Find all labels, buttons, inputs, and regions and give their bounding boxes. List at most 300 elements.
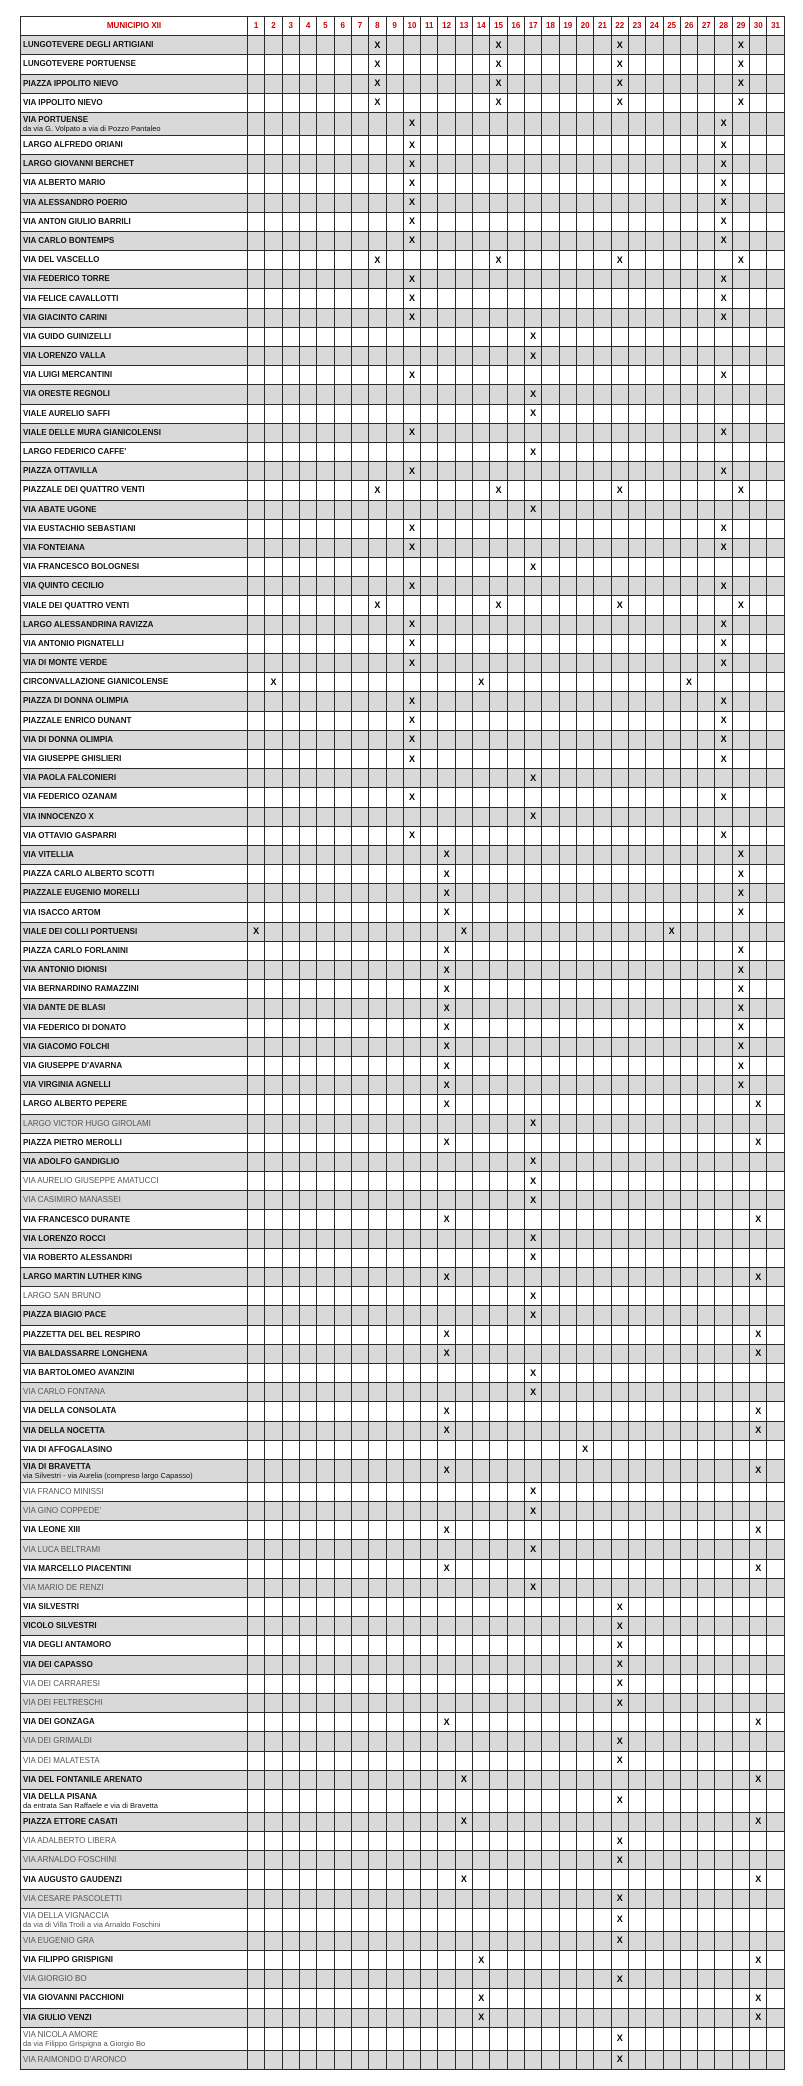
day-cell xyxy=(715,93,732,112)
day-cell xyxy=(542,673,559,692)
day-cell xyxy=(248,961,265,980)
day-cell xyxy=(473,1674,490,1693)
day-cell xyxy=(750,519,767,538)
day-cell xyxy=(732,135,749,154)
day-cell xyxy=(559,577,576,596)
day-cell xyxy=(576,1402,593,1421)
day-cell xyxy=(698,1789,715,1812)
cleaning-day-mark: X xyxy=(750,1459,767,1482)
day-cell xyxy=(646,500,663,519)
day-cell xyxy=(403,1751,420,1770)
street-row xyxy=(21,1617,785,1636)
day-cell xyxy=(369,615,386,634)
day-cell xyxy=(299,174,316,193)
day-cell xyxy=(421,74,438,93)
day-cell xyxy=(438,1191,455,1210)
day-cell xyxy=(369,212,386,231)
day-cell xyxy=(265,231,282,250)
day-cell xyxy=(282,1889,299,1908)
cleaning-day-mark: X xyxy=(715,826,732,845)
day-cell xyxy=(438,347,455,366)
day-cell xyxy=(680,692,697,711)
day-cell xyxy=(680,174,697,193)
day-cell xyxy=(369,692,386,711)
day-cell xyxy=(715,55,732,74)
day-cell xyxy=(750,231,767,250)
day-cell xyxy=(594,1832,611,1851)
street-name: PIAZZA CARLO FORLANINI xyxy=(23,945,129,955)
day-cell xyxy=(680,1617,697,1636)
day-cell xyxy=(507,807,524,826)
street-name: VIA DEI FELTRESCHI xyxy=(23,1698,103,1708)
day-cell xyxy=(732,807,749,826)
street-name: LARGO ALBERTO PEPERE xyxy=(23,1099,128,1109)
day-cell xyxy=(680,788,697,807)
day-cell xyxy=(542,634,559,653)
day-cell xyxy=(767,1502,784,1521)
street-name-cell xyxy=(21,1440,248,1459)
day-cell xyxy=(750,1482,767,1501)
day-cell xyxy=(386,347,403,366)
cleaning-day-mark: X xyxy=(438,903,455,922)
day-cell xyxy=(611,1133,628,1152)
day-cell xyxy=(680,462,697,481)
day-cell xyxy=(663,788,680,807)
day-cell xyxy=(525,961,542,980)
day-cell xyxy=(386,1989,403,2008)
street-name: VIA GIACINTO CARINI xyxy=(23,312,108,322)
day-cell xyxy=(750,1502,767,1521)
day-cell xyxy=(559,1908,576,1931)
day-cell xyxy=(473,1578,490,1597)
day-cell xyxy=(507,2027,524,2050)
day-cell xyxy=(369,769,386,788)
street-name: VIA AURELIO GIUSEPPE AMATUCCI xyxy=(23,1176,159,1186)
day-cell xyxy=(525,1133,542,1152)
day-cell xyxy=(369,193,386,212)
day-cell xyxy=(559,730,576,749)
day-cell xyxy=(715,36,732,55)
day-cell xyxy=(248,519,265,538)
day-cell xyxy=(282,1459,299,1482)
day-cell xyxy=(369,1421,386,1440)
day-cell xyxy=(473,1559,490,1578)
day-cell xyxy=(265,500,282,519)
day-cell xyxy=(507,769,524,788)
day-cell xyxy=(438,634,455,653)
day-cell xyxy=(334,1114,351,1133)
day-cell xyxy=(282,903,299,922)
day-cell xyxy=(542,730,559,749)
day-cell xyxy=(317,1751,334,1770)
day-cell xyxy=(732,385,749,404)
day-cell xyxy=(403,1674,420,1693)
day-cell xyxy=(369,634,386,653)
day-cell xyxy=(248,289,265,308)
day-cell xyxy=(507,1248,524,1267)
day-cell xyxy=(421,270,438,289)
day-cell xyxy=(299,1732,316,1751)
day-cell xyxy=(421,1363,438,1382)
cleaning-day-mark: X xyxy=(715,654,732,673)
day-cell xyxy=(646,55,663,74)
day-cell xyxy=(490,577,507,596)
street-name-cell xyxy=(21,596,248,615)
day-cell xyxy=(248,1559,265,1578)
day-cell xyxy=(421,93,438,112)
day-cell xyxy=(403,1229,420,1248)
day-cell xyxy=(369,1191,386,1210)
day-cell xyxy=(628,1578,645,1597)
day-cell xyxy=(750,155,767,174)
day-cell xyxy=(559,1076,576,1095)
day-cell xyxy=(351,481,368,500)
cleaning-day-mark: X xyxy=(455,922,472,941)
day-cell xyxy=(698,980,715,999)
day-cell xyxy=(663,155,680,174)
day-cell xyxy=(646,1931,663,1950)
day-cell xyxy=(317,36,334,55)
day-cell xyxy=(663,807,680,826)
day-cell xyxy=(611,135,628,154)
day-cell xyxy=(680,634,697,653)
day-cell xyxy=(265,174,282,193)
day-cell xyxy=(542,1559,559,1578)
day-cell xyxy=(594,1018,611,1037)
day-cell xyxy=(455,1989,472,2008)
day-cell xyxy=(680,1559,697,1578)
day-cell xyxy=(265,845,282,864)
street-name-cell xyxy=(21,74,248,93)
day-cell xyxy=(403,1268,420,1287)
day-cell xyxy=(663,1789,680,1812)
day-cell xyxy=(732,500,749,519)
day-cell xyxy=(369,1931,386,1950)
day-cell xyxy=(386,634,403,653)
day-cell xyxy=(299,673,316,692)
day-cell xyxy=(438,692,455,711)
day-cell xyxy=(248,1617,265,1636)
day-cell xyxy=(663,1751,680,1770)
day-cell xyxy=(369,500,386,519)
day-cell xyxy=(680,423,697,442)
day-cell xyxy=(750,442,767,461)
day-cell xyxy=(248,980,265,999)
cleaning-day-mark: X xyxy=(715,730,732,749)
day-cell xyxy=(438,36,455,55)
cleaning-day-mark: X xyxy=(611,1970,628,1989)
day-cell xyxy=(248,865,265,884)
day-cell xyxy=(646,941,663,960)
day-cell xyxy=(421,980,438,999)
day-cell xyxy=(282,577,299,596)
day-cell xyxy=(490,538,507,557)
day-cell xyxy=(265,941,282,960)
day-cell xyxy=(490,1812,507,1831)
day-cell xyxy=(611,2008,628,2027)
day-cell xyxy=(542,366,559,385)
day-cell xyxy=(680,1344,697,1363)
day-cell xyxy=(473,1076,490,1095)
day-cell xyxy=(455,1383,472,1402)
day-cell xyxy=(559,1152,576,1171)
day-cell xyxy=(732,193,749,212)
day-cell xyxy=(542,112,559,135)
day-cell xyxy=(455,1421,472,1440)
street-name-cell xyxy=(21,654,248,673)
street-name: PIAZZA BIAGIO PACE xyxy=(23,1310,107,1320)
day-cell xyxy=(576,1713,593,1732)
day-cell xyxy=(576,865,593,884)
day-cell xyxy=(317,999,334,1018)
day-cell xyxy=(698,55,715,74)
day-cell xyxy=(299,404,316,423)
day-cell xyxy=(282,1056,299,1075)
day-cell xyxy=(473,231,490,250)
day-cell xyxy=(698,1559,715,1578)
day-cell xyxy=(403,1889,420,1908)
day-cell xyxy=(317,807,334,826)
day-cell xyxy=(680,347,697,366)
day-cell xyxy=(248,193,265,212)
day-cell xyxy=(455,500,472,519)
day-cell xyxy=(317,1870,334,1889)
day-cell xyxy=(421,1578,438,1597)
day-cell xyxy=(248,654,265,673)
day-cell xyxy=(299,1018,316,1037)
day-cell xyxy=(680,654,697,673)
day-cell xyxy=(386,74,403,93)
day-cell xyxy=(507,1521,524,1540)
day-cell xyxy=(473,922,490,941)
day-cell xyxy=(663,980,680,999)
day-cell xyxy=(576,1133,593,1152)
street-row xyxy=(21,941,785,960)
day-cell xyxy=(576,654,593,673)
day-cell xyxy=(455,1440,472,1459)
day-cell xyxy=(576,404,593,423)
day-cell xyxy=(282,1114,299,1133)
day-cell xyxy=(576,1989,593,2008)
day-cell xyxy=(750,36,767,55)
day-cell xyxy=(386,135,403,154)
cleaning-day-mark: X xyxy=(732,55,749,74)
cleaning-day-mark: X xyxy=(369,93,386,112)
day-cell xyxy=(542,1598,559,1617)
day-cell xyxy=(490,135,507,154)
day-cell xyxy=(767,1191,784,1210)
day-cell xyxy=(386,884,403,903)
day-cell xyxy=(680,1598,697,1617)
day-cell xyxy=(248,1636,265,1655)
day-cell xyxy=(698,711,715,730)
street-row xyxy=(21,112,785,135)
day-cell xyxy=(594,884,611,903)
day-cell xyxy=(594,135,611,154)
day-cell xyxy=(767,673,784,692)
day-cell xyxy=(611,615,628,634)
day-cell xyxy=(628,1383,645,1402)
day-cell xyxy=(646,577,663,596)
day-cell xyxy=(317,1713,334,1732)
day-cell xyxy=(455,1114,472,1133)
day-cell xyxy=(334,135,351,154)
day-cell xyxy=(421,1440,438,1459)
day-cell xyxy=(334,1908,351,1931)
day-cell xyxy=(334,1152,351,1171)
day-cell xyxy=(438,1363,455,1382)
street-name-cell xyxy=(21,1655,248,1674)
day-cell xyxy=(628,1751,645,1770)
day-header: 15 xyxy=(490,17,507,36)
day-cell xyxy=(646,2027,663,2050)
cleaning-day-mark: X xyxy=(490,93,507,112)
day-cell xyxy=(490,711,507,730)
day-cell xyxy=(265,749,282,768)
day-cell xyxy=(282,1076,299,1095)
day-cell xyxy=(421,385,438,404)
day-cell xyxy=(490,174,507,193)
day-cell xyxy=(611,270,628,289)
day-cell xyxy=(628,1459,645,1482)
day-cell xyxy=(403,1459,420,1482)
day-cell xyxy=(628,1732,645,1751)
day-cell xyxy=(421,577,438,596)
street-name: VIA ARNALDO FOSCHINI xyxy=(23,1855,117,1865)
day-cell xyxy=(386,1713,403,1732)
day-cell xyxy=(507,999,524,1018)
day-cell xyxy=(317,1229,334,1248)
day-cell xyxy=(559,1851,576,1870)
day-cell xyxy=(351,1908,368,1931)
day-cell xyxy=(542,884,559,903)
day-cell xyxy=(525,1459,542,1482)
day-cell xyxy=(715,1732,732,1751)
day-cell xyxy=(507,826,524,845)
day-cell xyxy=(282,1037,299,1056)
cleaning-day-mark: X xyxy=(732,596,749,615)
day-cell xyxy=(317,327,334,346)
street-row xyxy=(21,74,785,93)
day-cell xyxy=(248,1440,265,1459)
day-cell xyxy=(490,1482,507,1501)
day-cell xyxy=(767,1970,784,1989)
day-cell xyxy=(334,74,351,93)
day-cell xyxy=(732,308,749,327)
day-cell xyxy=(403,1870,420,1889)
day-cell xyxy=(369,1832,386,1851)
day-cell xyxy=(369,961,386,980)
day-cell xyxy=(525,1095,542,1114)
day-cell xyxy=(369,1674,386,1693)
day-cell xyxy=(299,1402,316,1421)
day-cell xyxy=(421,961,438,980)
day-cell xyxy=(403,1363,420,1382)
street-row xyxy=(21,558,785,577)
day-cell xyxy=(334,347,351,366)
day-cell xyxy=(646,347,663,366)
day-cell xyxy=(594,1889,611,1908)
day-cell xyxy=(282,1191,299,1210)
day-cell xyxy=(490,1832,507,1851)
day-cell xyxy=(698,1210,715,1229)
day-cell xyxy=(680,980,697,999)
day-cell xyxy=(386,1268,403,1287)
day-cell xyxy=(473,711,490,730)
day-cell xyxy=(576,577,593,596)
day-cell xyxy=(559,538,576,557)
street-row xyxy=(21,1248,785,1267)
cleaning-day-mark: X xyxy=(732,961,749,980)
day-cell xyxy=(628,112,645,135)
day-cell xyxy=(265,1095,282,1114)
day-cell xyxy=(386,462,403,481)
day-cell xyxy=(421,941,438,960)
day-cell xyxy=(628,270,645,289)
day-cell xyxy=(663,500,680,519)
day-cell xyxy=(421,404,438,423)
day-cell xyxy=(559,1693,576,1712)
day-cell xyxy=(299,1133,316,1152)
day-cell xyxy=(351,1889,368,1908)
day-cell xyxy=(750,2050,767,2069)
day-cell xyxy=(594,577,611,596)
day-cell xyxy=(369,1114,386,1133)
day-cell xyxy=(559,1459,576,1482)
day-cell xyxy=(767,922,784,941)
day-cell xyxy=(559,93,576,112)
day-cell xyxy=(542,980,559,999)
day-cell xyxy=(351,903,368,922)
day-cell xyxy=(438,615,455,634)
day-cell xyxy=(576,1018,593,1037)
day-cell xyxy=(438,730,455,749)
day-cell xyxy=(576,845,593,864)
day-cell xyxy=(576,423,593,442)
day-cell xyxy=(576,1851,593,1870)
day-cell xyxy=(611,1770,628,1789)
cleaning-day-mark: X xyxy=(715,231,732,250)
day-cell xyxy=(628,788,645,807)
day-cell xyxy=(334,1306,351,1325)
cleaning-day-mark: X xyxy=(715,538,732,557)
day-cell xyxy=(265,1114,282,1133)
street-name: PIAZZA OTTAVILLA xyxy=(23,466,98,476)
day-cell xyxy=(525,1870,542,1889)
day-cell xyxy=(628,1325,645,1344)
day-cell xyxy=(715,1363,732,1382)
day-cell xyxy=(403,1770,420,1789)
street-row xyxy=(21,1693,785,1712)
day-cell xyxy=(732,1325,749,1344)
day-cell xyxy=(282,1521,299,1540)
day-cell xyxy=(248,845,265,864)
day-cell xyxy=(698,1770,715,1789)
day-cell xyxy=(248,1363,265,1382)
day-cell xyxy=(680,1540,697,1559)
day-cell xyxy=(611,865,628,884)
street-name: VIA FEDERICO TORRE xyxy=(23,274,110,284)
day-cell xyxy=(351,289,368,308)
day-cell xyxy=(646,135,663,154)
day-cell xyxy=(421,1502,438,1521)
day-cell xyxy=(594,1191,611,1210)
day-cell xyxy=(334,749,351,768)
day-cell xyxy=(369,711,386,730)
day-cell xyxy=(248,1268,265,1287)
day-cell xyxy=(663,1440,680,1459)
day-cell xyxy=(646,1674,663,1693)
